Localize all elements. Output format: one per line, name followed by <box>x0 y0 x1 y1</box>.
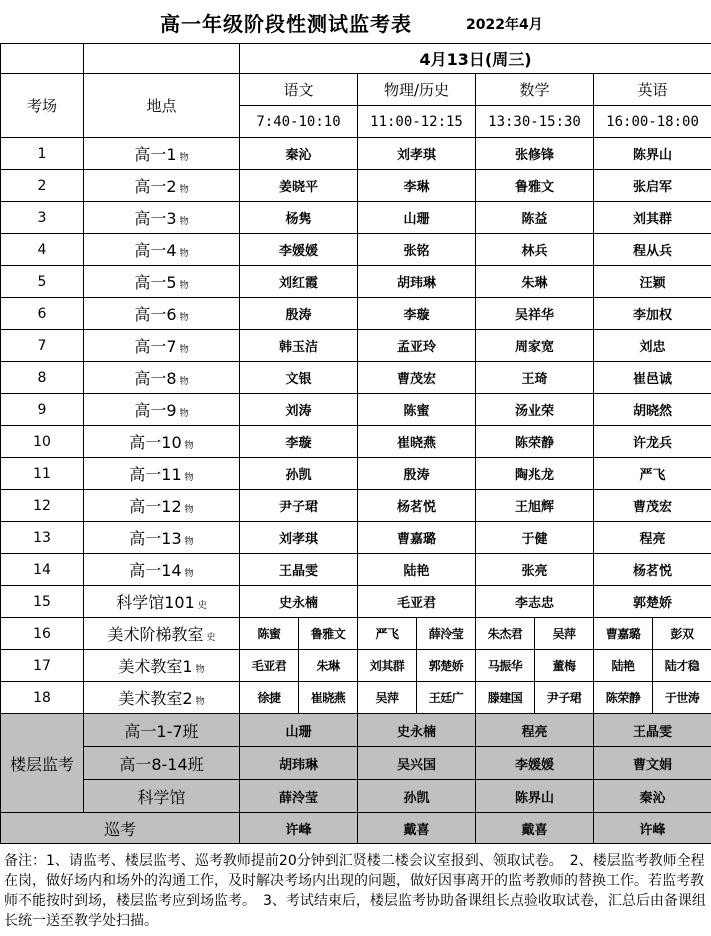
proctor-cell: 陈界山 <box>594 138 711 170</box>
proctor-cell: 朱琳 <box>476 266 594 298</box>
location-cell <box>84 266 240 298</box>
floor-proctor-cell: 程亮 <box>476 714 594 747</box>
room-number: 4 <box>1 234 84 266</box>
time-english: 16:00-18:00 <box>594 106 711 138</box>
proctor-cell: 曹茂宏 <box>594 490 711 522</box>
location-name: 高一13 <box>129 529 182 548</box>
notes: 备注：1、请监考、楼层监考、巡考教师提前20分钟到汇贤楼二楼会议室报到、领取试卷。 2、楼层监考教师全程在岗，做好场内和场外的沟通工作，及时解决考场内出现的问题，做好因事离开的监考教师的替换工作。若监考教师不能按时到场，楼层监考应到场监考。 3、考试结束后，楼层监考协助备课组长点验收取试卷，汇总后由备课组长统一送至教学处扫描。 <box>4 853 706 929</box>
proctor-cell: 崔晓燕 <box>358 426 476 458</box>
location-cell <box>84 522 240 554</box>
table-row <box>1 330 711 362</box>
proctor-cell: 陈蜜 <box>358 394 476 426</box>
location-name: 科学馆101 <box>116 593 195 612</box>
room-number: 6 <box>1 298 84 330</box>
patrol-cell: 戴喜 <box>476 813 594 844</box>
patrol-row <box>1 813 711 844</box>
location-name: 高一8-14班 <box>119 754 204 774</box>
proctor-cell: 刘涛 <box>240 394 358 426</box>
date-label: 2022年4月 <box>466 17 543 33</box>
time-math: 13:30-15:30 <box>476 106 594 138</box>
table-row <box>1 202 711 234</box>
location-name: 美术阶梯教室 <box>107 625 204 644</box>
proctor-cell: 曹嘉璐 <box>594 618 653 650</box>
proctor-cell: 周家宽 <box>476 330 594 362</box>
proctor-cell: 程从兵 <box>594 234 711 266</box>
room-number: 11 <box>1 458 84 490</box>
floor-proctor-cell: 李媛媛 <box>476 747 594 780</box>
location-cell <box>84 780 240 813</box>
location-cell <box>84 747 240 780</box>
table-row <box>1 298 711 330</box>
proctor-cell: 杨隽 <box>240 202 358 234</box>
room-number: 18 <box>1 682 84 714</box>
location-cell <box>84 714 240 747</box>
table-row <box>1 234 711 266</box>
floor-proctor-cell: 陈界山 <box>476 780 594 813</box>
location-cell <box>84 202 240 234</box>
proctor-cell: 于健 <box>476 522 594 554</box>
proctor-cell: 陆才稳 <box>653 650 711 682</box>
room-number: 8 <box>1 362 84 394</box>
location-cell <box>84 426 240 458</box>
proctor-cell: 林兵 <box>476 234 594 266</box>
location-name: 高一4 <box>134 241 177 260</box>
proctor-cell: 刘红霞 <box>240 266 358 298</box>
floor-row <box>1 714 711 747</box>
subject-tag: 物 <box>184 505 194 515</box>
table-row <box>1 586 711 618</box>
proctor-cell: 徐捷 <box>240 682 299 714</box>
room-number: 1 <box>1 138 84 170</box>
location-name: 美术教室1 <box>118 657 193 676</box>
subject-tag: 物 <box>179 377 189 387</box>
location-name: 高一14 <box>129 561 182 580</box>
floor-proctor-cell: 山珊 <box>240 714 358 747</box>
proctor-cell: 曹嘉璐 <box>358 522 476 554</box>
table-row <box>1 362 711 394</box>
proctor-cell: 张亮 <box>476 554 594 586</box>
floor-proctor-label: 楼层监考 <box>1 714 84 813</box>
proctor-cell: 张铭 <box>358 234 476 266</box>
proctor-cell: 王晶雯 <box>240 554 358 586</box>
proctor-cell: 薛泠莹 <box>417 618 476 650</box>
proctor-cell: 王廷广 <box>417 682 476 714</box>
proctor-cell: 尹子珺 <box>535 682 594 714</box>
table-row <box>1 458 711 490</box>
proctor-cell: 文银 <box>240 362 358 394</box>
proctor-cell: 陶兆龙 <box>476 458 594 490</box>
proctor-cell: 胡晓然 <box>594 394 711 426</box>
location-name: 高一8 <box>134 369 177 388</box>
subject-tag: 物 <box>179 409 189 419</box>
floor-proctor-cell: 孙凯 <box>358 780 476 813</box>
patrol-label: 巡考 <box>1 813 240 844</box>
table-row <box>1 266 711 298</box>
proctor-cell: 汤业荣 <box>476 394 594 426</box>
location-name: 高一6 <box>134 305 177 324</box>
subject-tag: 物 <box>179 249 189 259</box>
proctor-cell: 曹茂宏 <box>358 362 476 394</box>
proctor-cell: 李加权 <box>594 298 711 330</box>
room-number: 9 <box>1 394 84 426</box>
subject-tag: 史 <box>197 601 207 611</box>
location-name: 高一5 <box>134 273 177 292</box>
location-name: 美术教室2 <box>118 689 193 708</box>
proctor-cell: 刘其群 <box>594 202 711 234</box>
proctor-cell: 许龙兵 <box>594 426 711 458</box>
location-cell <box>84 394 240 426</box>
proctor-cell: 滕建国 <box>476 682 535 714</box>
proctor-cell: 郭楚娇 <box>594 586 711 618</box>
day-header: 4月13日(周三) <box>240 44 711 74</box>
subject-tag: 物 <box>179 217 189 227</box>
proctor-cell: 马振华 <box>476 650 535 682</box>
proctor-cell: 吴萍 <box>535 618 594 650</box>
proctor-cell: 韩玉洁 <box>240 330 358 362</box>
location-cell <box>84 490 240 522</box>
proctor-cell: 崔晓燕 <box>299 682 358 714</box>
proctor-cell: 刘其群 <box>358 650 417 682</box>
proctor-cell: 吴祥华 <box>476 298 594 330</box>
proctor-cell: 孟亚玲 <box>358 330 476 362</box>
subject-header-english: 英语 <box>594 74 711 106</box>
room-number: 17 <box>1 650 84 682</box>
proctor-cell: 吴萍 <box>358 682 417 714</box>
location-cell <box>84 234 240 266</box>
subject-tag: 物 <box>179 345 189 355</box>
proctor-cell: 王旭辉 <box>476 490 594 522</box>
proctor-cell: 于世涛 <box>653 682 711 714</box>
proctor-cell: 陈蜜 <box>240 618 299 650</box>
proctor-cell: 张启军 <box>594 170 711 202</box>
location-name: 科学馆 <box>137 787 186 807</box>
proctor-cell: 李媛媛 <box>240 234 358 266</box>
patrol-cell: 许峰 <box>594 813 711 844</box>
proctor-cell: 陈荣静 <box>594 682 653 714</box>
time-physics-history: 11:00-12:15 <box>358 106 476 138</box>
proctor-cell: 汪颖 <box>594 266 711 298</box>
table-row <box>1 394 711 426</box>
floor-row <box>1 780 711 813</box>
location-name: 高一9 <box>134 401 177 420</box>
subject-tag: 物 <box>184 441 194 451</box>
proctor-cell: 李志忠 <box>476 586 594 618</box>
room-number: 5 <box>1 266 84 298</box>
table-row <box>1 490 711 522</box>
location-name: 高一11 <box>129 465 182 484</box>
proctor-cell: 李璇 <box>240 426 358 458</box>
title-row <box>0 0 711 44</box>
floor-proctor-cell: 王晶雯 <box>594 714 711 747</box>
proctor-cell: 郭楚娇 <box>417 650 476 682</box>
proctor-cell: 刘孝琪 <box>240 522 358 554</box>
proctor-cell: 山珊 <box>358 202 476 234</box>
location-cell <box>84 586 240 618</box>
proctor-cell: 李琳 <box>358 170 476 202</box>
blank-cell <box>1 44 84 74</box>
table-row <box>1 554 711 586</box>
proctor-cell: 彭双 <box>653 618 711 650</box>
table-row <box>1 650 711 682</box>
blank-cell <box>84 44 240 74</box>
location-cell <box>84 618 240 650</box>
proctor-cell: 胡玮琳 <box>358 266 476 298</box>
proctor-cell: 杨茗悦 <box>358 490 476 522</box>
subject-tag: 物 <box>179 153 189 163</box>
proctor-cell: 朱琳 <box>299 650 358 682</box>
location-cell <box>84 682 240 714</box>
location-cell <box>84 170 240 202</box>
subject-header-math: 数学 <box>476 74 594 106</box>
floor-row <box>1 747 711 780</box>
location-cell <box>84 362 240 394</box>
table-row <box>1 618 711 650</box>
room-number: 13 <box>1 522 84 554</box>
proctor-cell: 陈荣静 <box>476 426 594 458</box>
room-number: 3 <box>1 202 84 234</box>
proctor-cell: 殷涛 <box>358 458 476 490</box>
proctor-cell: 程亮 <box>594 522 711 554</box>
location-cell <box>84 298 240 330</box>
subject-tag: 物 <box>195 697 205 707</box>
floor-proctor-cell: 薛泠莹 <box>240 780 358 813</box>
proctor-cell: 毛亚君 <box>240 650 299 682</box>
room-number: 15 <box>1 586 84 618</box>
proctor-cell: 尹子珺 <box>240 490 358 522</box>
subject-tag: 物 <box>184 569 194 579</box>
floor-proctor-cell: 史永楠 <box>358 714 476 747</box>
proctor-cell: 王琦 <box>476 362 594 394</box>
schedule-table <box>0 43 711 844</box>
room-number: 10 <box>1 426 84 458</box>
proctor-cell: 姜晓平 <box>240 170 358 202</box>
proctor-cell: 陆艳 <box>594 650 653 682</box>
subject-tag: 史 <box>206 633 216 643</box>
location-name: 高一10 <box>129 433 182 452</box>
room-number: 16 <box>1 618 84 650</box>
proctor-cell: 董梅 <box>535 650 594 682</box>
location-name: 高一7 <box>134 337 177 356</box>
proctor-cell: 张修锋 <box>476 138 594 170</box>
proctor-cell: 孙凯 <box>240 458 358 490</box>
proctor-cell: 鲁雅文 <box>476 170 594 202</box>
time-chinese: 7:40-10:10 <box>240 106 358 138</box>
location-cell <box>84 554 240 586</box>
location-name: 高一12 <box>129 497 182 516</box>
page-title: 高一年级阶段性测试监考表 <box>160 12 412 36</box>
location-cell <box>84 650 240 682</box>
subject-tag: 物 <box>184 537 194 547</box>
room-number: 14 <box>1 554 84 586</box>
location-name: 高一1 <box>134 145 177 164</box>
proctor-cell: 严飞 <box>358 618 417 650</box>
proctor-cell: 陆艳 <box>358 554 476 586</box>
floor-proctor-cell: 曹文娟 <box>594 747 711 780</box>
subject-tag: 物 <box>184 473 194 483</box>
proctor-cell: 毛亚君 <box>358 586 476 618</box>
proctor-cell: 刘忠 <box>594 330 711 362</box>
table-row <box>1 426 711 458</box>
location-cell <box>84 138 240 170</box>
table-row <box>1 682 711 714</box>
subject-header-chinese: 语文 <box>240 74 358 106</box>
room-number: 7 <box>1 330 84 362</box>
proctor-cell: 史永楠 <box>240 586 358 618</box>
proctor-cell: 刘孝琪 <box>358 138 476 170</box>
subject-tag: 物 <box>179 281 189 291</box>
patrol-cell: 戴喜 <box>358 813 476 844</box>
proctor-cell: 李璇 <box>358 298 476 330</box>
proctor-cell: 陈益 <box>476 202 594 234</box>
table-row <box>1 138 711 170</box>
proctor-cell: 杨茗悦 <box>594 554 711 586</box>
room-header: 考场 <box>1 74 84 138</box>
location-name: 高一1-7班 <box>124 721 199 741</box>
proctor-cell: 殷涛 <box>240 298 358 330</box>
room-number: 2 <box>1 170 84 202</box>
floor-proctor-cell: 胡玮琳 <box>240 747 358 780</box>
subject-tag: 物 <box>179 313 189 323</box>
table-row <box>1 170 711 202</box>
proctor-cell: 严飞 <box>594 458 711 490</box>
proctor-cell: 朱杰君 <box>476 618 535 650</box>
subject-tag: 物 <box>179 185 189 195</box>
location-name: 高一3 <box>134 209 177 228</box>
table-row <box>1 522 711 554</box>
patrol-cell: 许峰 <box>240 813 358 844</box>
location-cell <box>84 330 240 362</box>
floor-proctor-cell: 秦沁 <box>594 780 711 813</box>
location-cell <box>84 458 240 490</box>
proctor-cell: 秦沁 <box>240 138 358 170</box>
proctor-cell: 崔邑诚 <box>594 362 711 394</box>
subject-header-physics-history: 物理/历史 <box>358 74 476 106</box>
location-name: 高一2 <box>134 177 177 196</box>
floor-proctor-cell: 吴兴国 <box>358 747 476 780</box>
subject-tag: 物 <box>195 665 205 675</box>
room-number: 12 <box>1 490 84 522</box>
proctor-cell: 鲁雅文 <box>299 618 358 650</box>
location-header: 地点 <box>84 74 240 138</box>
